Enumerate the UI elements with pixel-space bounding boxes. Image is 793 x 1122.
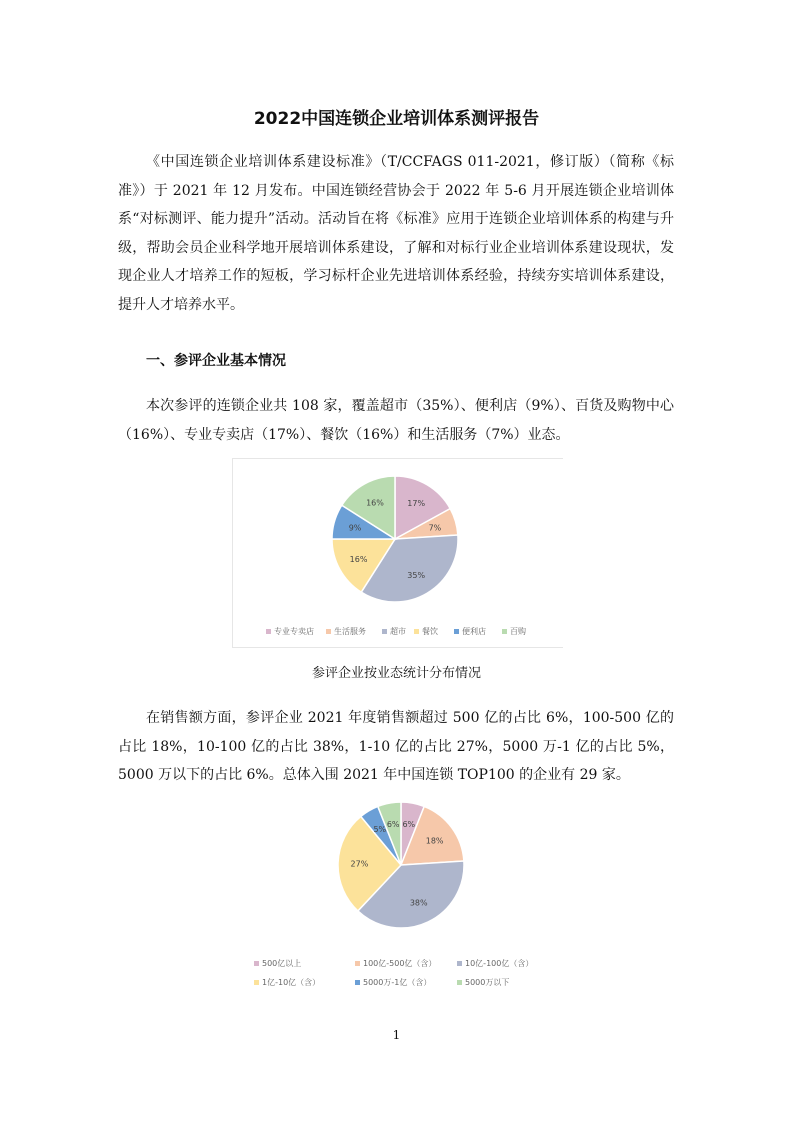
chart2-legend-swatch-0 (254, 961, 259, 966)
chart1-legend-swatch-0 (266, 629, 271, 634)
chart2-legend-swatch-4 (355, 980, 360, 985)
chart2-data-label-0: 6% (402, 820, 416, 830)
chart2-legend-label-1: 100亿-500亿（含） (363, 959, 437, 968)
chart2-data-label-1: 18% (425, 836, 444, 846)
chart1-data-label-2: 35% (407, 570, 426, 580)
chart2-legend-swatch-2 (457, 961, 462, 966)
chart2-legend-swatch-5 (457, 980, 462, 985)
page-number: 1 (392, 1028, 401, 1042)
chart-sales-distribution (242, 796, 562, 998)
chart2-data-label-5: 6% (386, 820, 400, 830)
chart1-data-label-1: 7% (428, 523, 442, 533)
chart1-data-label-4: 9% (348, 523, 362, 533)
chart2-data-label-4: 5% (373, 825, 387, 835)
chart2-legend-swatch-3 (254, 980, 259, 985)
chart2-legend-label-5: 5000万以下 (465, 978, 510, 987)
chart2-legend-swatch-1 (355, 961, 360, 966)
chart1-legend-label-3: 餐饮 (422, 627, 438, 636)
chart1-legend-swatch-2 (382, 629, 387, 634)
chart1-data-label-0: 17% (407, 499, 426, 509)
chart2-legend-label-4: 5000万-1亿（含） (363, 978, 432, 987)
report-title: 2022中国连锁企业培训体系测评报告 (253, 109, 540, 129)
paragraph-participants: 本次参评的连锁企业共 108 家，覆盖超市（35%）、便利店（9%）、百货及购物中心（16%）、专业专卖店（17%）、餐饮（16%）和生活服务（7%）业态。 (118, 398, 674, 443)
chart2-data-label-2: 38% (409, 898, 428, 908)
chart1-legend-label-1: 生活服务 (334, 627, 366, 636)
chart1-legend-swatch-1 (326, 629, 331, 634)
chart1-caption: 参评企业按业态统计分布情况 (311, 666, 481, 681)
chart1-legend-label-2: 超市 (390, 627, 406, 636)
chart1-legend-swatch-4 (454, 629, 459, 634)
chart1-data-label-3: 16% (349, 555, 368, 565)
chart2-legend-label-3: 1亿-10亿（含） (262, 978, 321, 987)
section-heading: 一、参评企业基本情况 (146, 353, 286, 369)
intro-paragraph: 《中国连锁企业培训体系建设标准》（T/CCFAGS 011-2021，修订版）（简称《标准》）于 2021 年 12 月发布。中国连锁经营协会于 2022 年 5-6 月开展连锁企业培训体系“对标测评、能力提升”活动。活动旨在将《标准》应用于连锁企业培训体系的构建与升级，帮助会员企业科学地开展培训体系建设，了解和对标行业企业培训体系建设现状，发现企业人才培养工作的短板，学习标杆企业先进培训体系经验，持续夯实培训体系建设，提升人才培养水平。 (118, 154, 674, 313)
chart1-data-label-5: 16% (366, 498, 384, 508)
chart-industry-distribution (232, 458, 562, 648)
chart2-legend-label-0: 500亿以上 (262, 959, 302, 968)
chart1-legend-swatch-5 (502, 629, 507, 634)
chart2-data-label-3: 27% (350, 859, 369, 869)
chart1-legend-label-4: 便利店 (462, 627, 486, 636)
paragraph-sales: 在销售额方面，参评企业 2021 年度销售额超过 500 亿的占比 6%，100-500 亿的占比 18%，10-100 亿的占比 38%，1-10 亿的占比 27%，5000 万-1 亿的占比 5%，5000 万以下的占比 6%。总体入围 2021 年中国连锁 TOP100 的企业有 29 家。 (118, 710, 674, 783)
chart1-legend-label-0: 专业专卖店 (274, 627, 314, 636)
chart1-legend-label-5: 百购 (510, 627, 526, 636)
chart2-legend-label-2: 10亿-100亿（含） (465, 959, 534, 968)
chart1-legend-swatch-3 (414, 629, 419, 634)
